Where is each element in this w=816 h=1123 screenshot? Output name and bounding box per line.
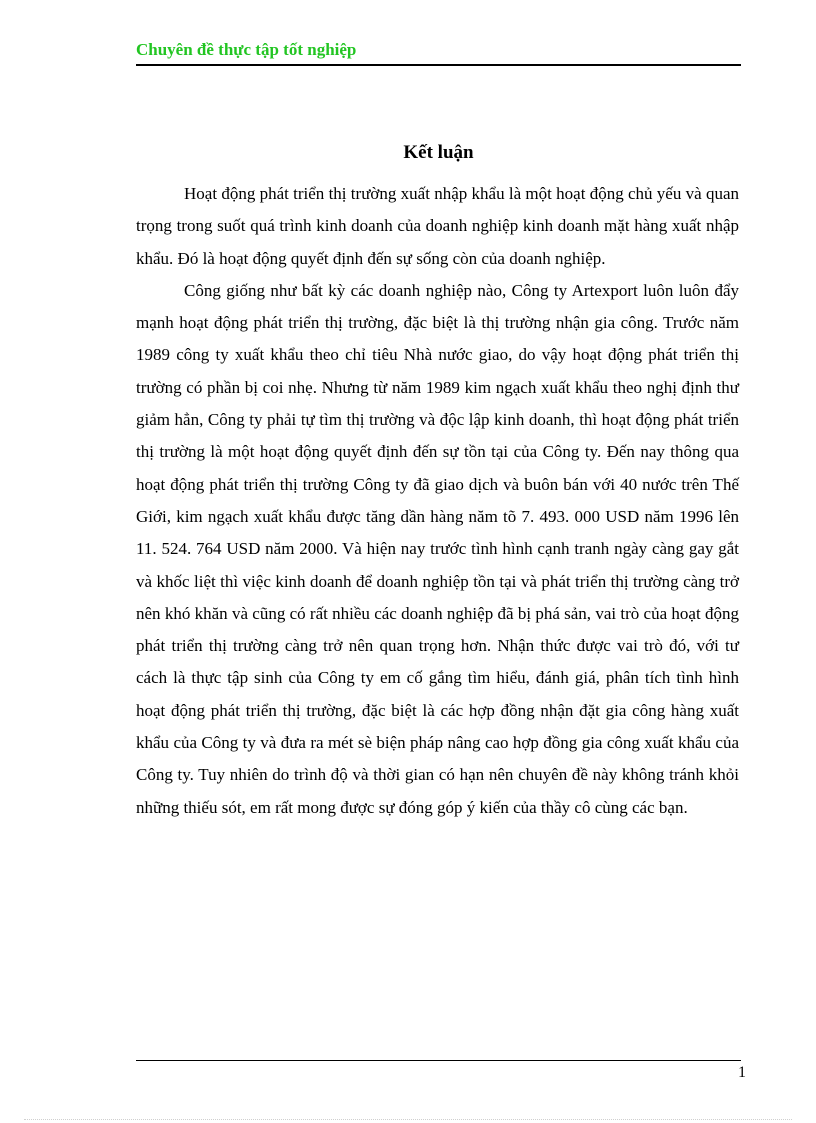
running-header	[136, 38, 741, 66]
body-text	[136, 178, 739, 824]
paragraph-2: Công giống như bất kỳ các doanh nghiệp nào, Công ty Artexport luôn luôn đẩy mạnh hoạt động phát triển thị trường, đặc biệt là thị trường nhận gia công. Trước năm 1989 công ty xuất khẩu theo chỉ tiêu Nhà nước giao, do vậy hoạt động phát triển thị trường có phần bị coi nhẹ. Nhưng từ năm 1989 kim ngạch xuất khẩu theo nghị định thư giảm hẳn, Công ty phải tự tìm thị trường và độc lập kinh doanh, thì hoạt động phát triển thị trường là một hoạt động quyết định đến sự tồn tại của Công ty. Đến nay thông qua hoạt động phát triển thị trường Công ty đã giao dịch và buôn bán với 40 nước trên Thế Giới, kim ngạch xuất khẩu được tăng dần hàng năm tõ 7. 493. 000 USD năm 1996 lên 11. 524. 764 USD năm 2000. Và hiện nay trước tình hình cạnh tranh ngày càng gay gắt và khốc liệt thì việc kinh doanh để doanh nghiệp tồn tại và phát triển thị trường càng trở nên khó khăn và cũng có rất nhiều các doanh nghiệp đã bị phá sản, vai trò của hoạt động phát triển thị trường càng trở nên quan trọng hơn. Nhận thức được vai trò đó, với tư cách là thực tập sinh của Công ty em cố gắng tìm hiểu, đánh giá, phân tích tình hình hoạt động phát triển thị trường, đặc biệt là các hợp đồng nhận đặt gia công hàng xuất khẩu của Công ty và đưa ra mét sè biện pháp nâng cao hợp đồng gia công xuất khẩu của Công ty. Tuy nhiên do trình độ và thời gian có hạn nên chuyên đề này không tránh khỏi những thiếu sót, em rất mong được sự đóng góp ý kiến của thầy cô cùng các bạn.	[136, 280, 739, 817]
page-number: 1	[738, 1064, 746, 1081]
page-edge-divider	[24, 1119, 792, 1120]
header-title: Chuyên đề thực tập tốt nghiệp	[136, 40, 357, 59]
section-title: Kết luận	[403, 142, 474, 163]
footer-divider	[136, 1060, 741, 1061]
paragraph-1: Hoạt động phát triển thị trường xuất nhập khẩu là một hoạt động chủ yếu và quan trọng trong suốt quá trình kinh doanh của doanh nghiệp kinh doanh mặt hàng xuất nhập khẩu. Đó là hoạt động quyết định đến sự sống còn của doanh nghiệp.	[136, 184, 739, 268]
